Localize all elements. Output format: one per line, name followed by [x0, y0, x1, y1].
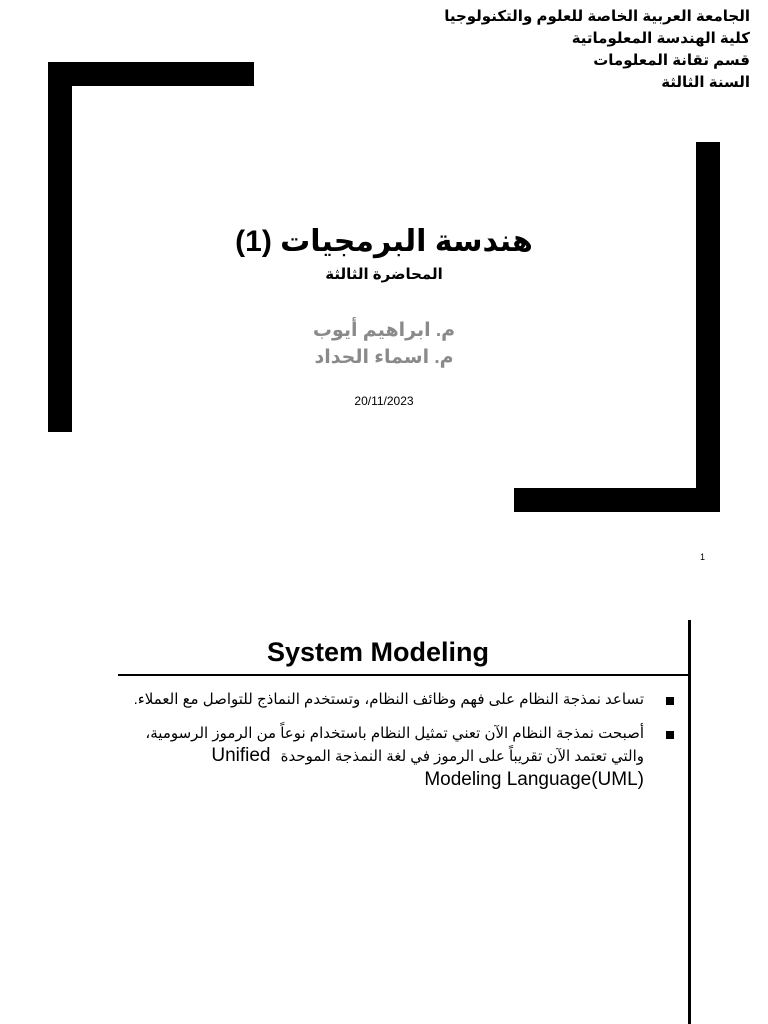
page-number: 1	[700, 552, 706, 562]
bullet-2-line-1: أصبحت نمذجة النظام الآن تعني تمثيل النظام باستخدام نوعاً من الرموز الرسومية،	[145, 725, 644, 742]
lecture-subtitle: المحاضرة الثالثة	[325, 266, 443, 283]
academic-year: السنة الثالثة	[661, 74, 750, 91]
slide-2	[0, 590, 768, 1024]
faculty-name: كلية الهندسة المعلوماتية	[571, 30, 750, 47]
lecture-date: 20/11/2023	[354, 394, 414, 408]
bullet-2-uml: Modeling Language(UML)	[424, 769, 644, 790]
department-name: قسم تقانة المعلومات	[593, 52, 750, 69]
bullet-2-line-2: والتي تعتمد الآن تقريباً على الرموز في لغة النمذجة الموحدة Unified	[211, 745, 644, 766]
university-header	[444, 6, 750, 94]
university-name: الجامعة العربية الخاصة للعلوم والتكنولوجيا	[444, 8, 750, 25]
bullet-1-line-1: تساعد نمذجة النظام على فهم وظائف النظام، وتستخدم النماذج للتواصل مع العملاء.	[133, 691, 644, 708]
title-underline	[118, 674, 690, 676]
frame-top-bar	[48, 62, 254, 86]
author-1: م. ابراهيم أيوب	[312, 320, 456, 341]
square-bullet-icon	[666, 731, 674, 739]
bullet-list	[80, 690, 680, 806]
bullet-item-1	[80, 690, 680, 710]
author-2: م. اسماء الحداد	[314, 347, 454, 368]
bullet-2-unified: Unified	[211, 745, 271, 766]
square-bullet-icon	[666, 697, 674, 705]
bullet-item-2	[80, 724, 680, 792]
slide-title: System Modeling	[266, 637, 490, 667]
frame-bottom-bar	[514, 488, 720, 512]
course-title: هندسة البرمجيات (1)	[235, 225, 533, 258]
right-vertical-line	[688, 620, 691, 1024]
